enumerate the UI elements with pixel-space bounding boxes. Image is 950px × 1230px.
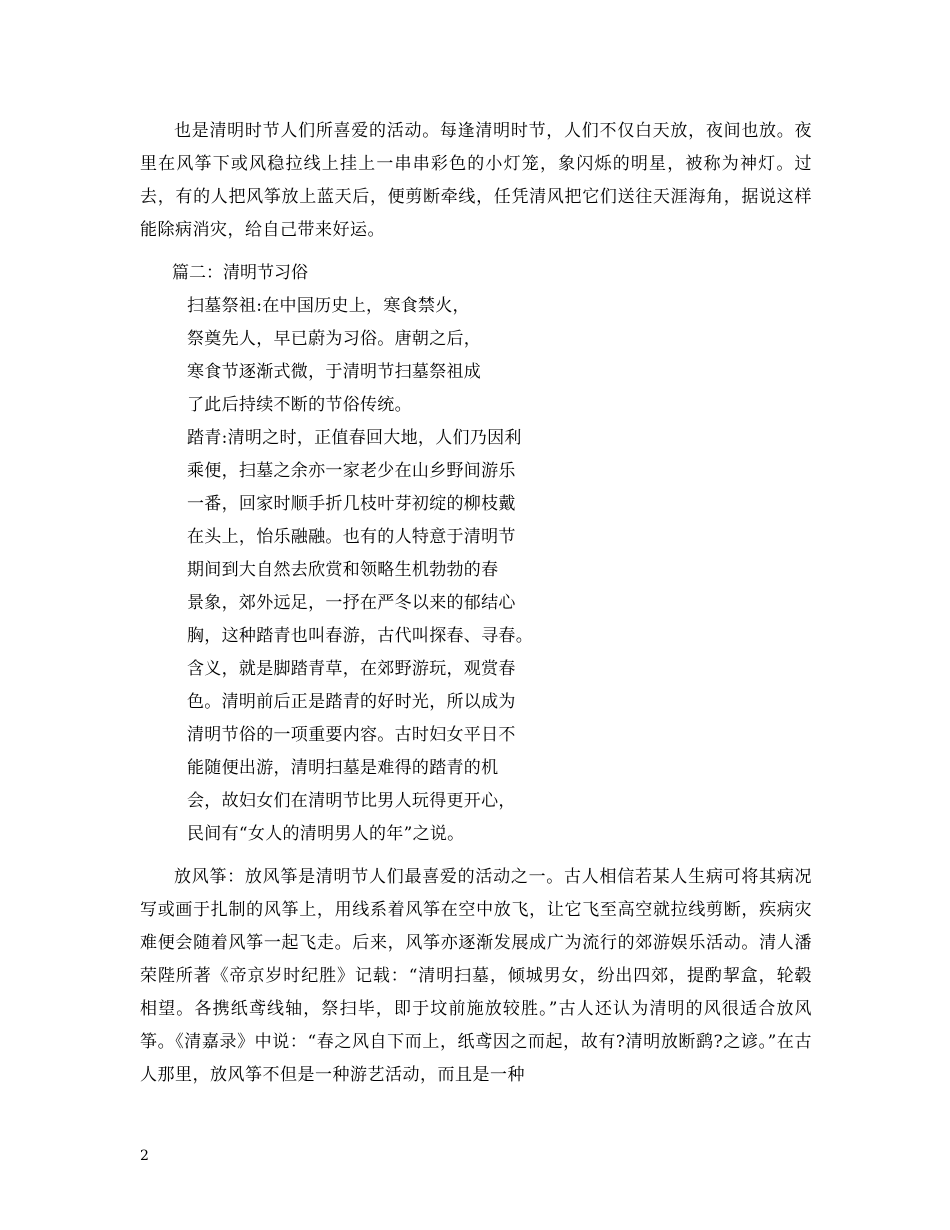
text-line: 了此后持续不断的节俗传统。 [187,395,412,415]
customs-text-block [187,290,547,851]
text-line: 乘便，扫墓之余亦一家老少在山乡野间游乐 [187,461,516,481]
section-heading: 篇二：清明节习俗 [172,263,308,283]
text-line: 在头上，怡乐融融。也有的人特意于清明节 [187,527,516,547]
page-number: 2 [140,1148,149,1164]
text-line: 民间有“女人的清明男人的年”之说。 [187,824,465,844]
text-line: 胸，这种踏青也叫春游，古代叫探春、寻春。 [187,626,533,646]
text-line: 寒食节逐渐式微，于清明节扫墓祭祖成 [187,362,482,382]
text-line: 色。清明前后正是踏青的好时光，所以成为 [187,692,516,712]
text-line: 一番，回家时顺手折几枝叶芽初绽的柳枝戴 [187,494,516,514]
paragraph-flying-kites: 放风筝：放风筝是清明节人们最喜爱的活动之一。古人相信若某人生病可将其病况写或画于扎制的风筝上，用线系着风筝在空中放飞，让它飞至高空就拉线剪断，疾病灾难便会随着风筝一起飞走。后来，风筝亦逐渐发展成广为流行的郊游娱乐活动。清人潘荣陛所著《帝京岁时纪胜》记载：“清明扫墓，倾城男女，纷出四郊，提酌挈盒，轮毂相望。各携纸鸢线轴，祭扫毕，即于坟前施放较胜。”古人还认为清明的风很适合放风筝。《清嘉录》中说：“春之风自下而上，纸鸢因之而起，故有?清明放断鹞?之谚。”在古人那里，放风筝不但是一种游艺活动，而且是一种 [140,867,812,1085]
text-line: 会，故妇女们在清明节比男人玩得更开心， [187,791,516,811]
text-line: 扫墓祭祖:在中国历史上，寒食禁火， [187,296,470,316]
text-line: 景象，郊外远足，一抒在严冬以来的郁结心 [187,593,516,613]
text-line: 能随便出游，清明扫墓是难得的踏青的机 [187,758,499,778]
text-line: 含义，就是脚踏青草，在郊野游玩，观赏春 [187,659,516,679]
text-line: 清明节俗的一项重要内容。古时妇女平日不 [187,725,516,745]
text-line: 踏青:清明之时，正值春回大地，人们乃因利 [187,428,522,448]
paragraph-kites-at-night: 也是清明时节人们所喜爱的活动。每逢清明时节，人们不仅白天放，夜间也放。夜里在风筝下或风稳拉线上挂上一串串彩色的小灯笼，象闪烁的明星，被称为神灯。过去，有的人把风筝放上蓝天后，便剪断牵线，任凭清风把它们送往天涯海角，据说这样能除病消灾，给自己带来好运。 [140,121,812,240]
text-line: 期间到大自然去欣赏和领略生机勃勃的春 [187,560,499,580]
text-line: 祭奠先人，早已蔚为习俗。唐朝之后， [187,329,482,349]
